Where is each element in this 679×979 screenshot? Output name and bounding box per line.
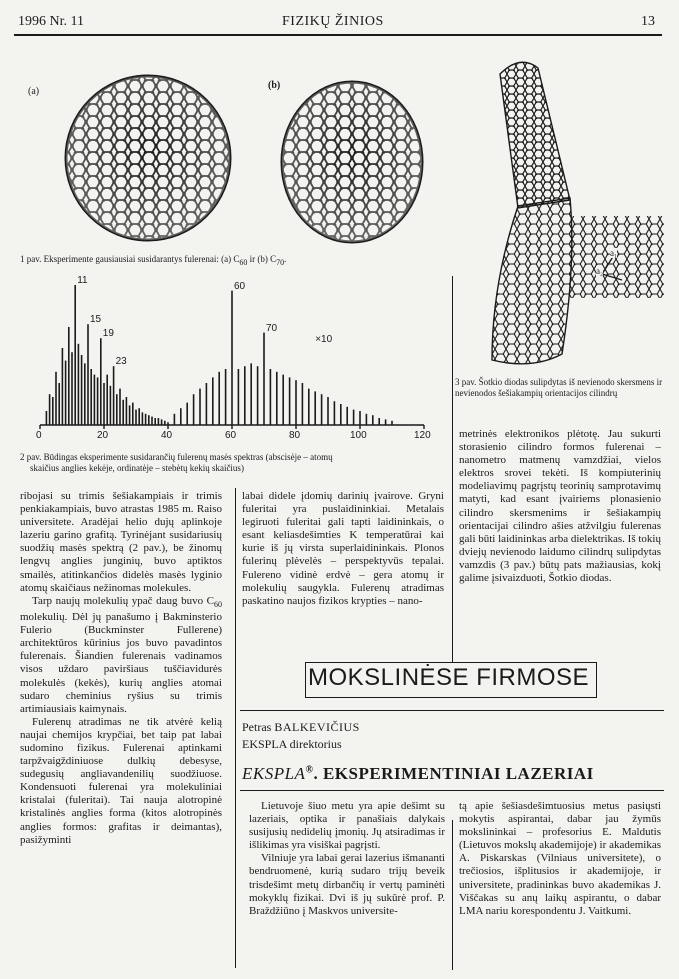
x-axis-tick-label: 60 <box>225 430 237 441</box>
peak-label: 11 <box>77 275 88 286</box>
figure2-mass-spectrum-chart <box>0 270 450 440</box>
article-author-role: EKSPLA direktorius <box>242 737 342 751</box>
header-issue: 1996 Nr. 11 <box>18 14 84 29</box>
article-author: Petras BALKEVIČIUS <box>242 720 360 734</box>
figure2-caption-line1: 2 pav. Būdingas eksperimente susidarančių fulerenų masės spektras (abscisėje – atomų <box>20 452 333 462</box>
peak-label: 70 <box>266 322 278 334</box>
figure2-caption <box>20 452 450 474</box>
lattice-vector-a1: a₁ <box>610 248 618 258</box>
figure3-nanotube-diode <box>462 54 667 370</box>
figure1-label-b: (b) <box>268 80 281 91</box>
article-column-left <box>249 800 445 918</box>
nanotube-upper-segment <box>500 62 570 208</box>
col3-paragraph-1: metrinės elektronikos plėtotę. Jau sukurti storasienio cilindro formos fulerenai – nanometro matmenų vamzdžiai, vielos elektros srovei tekėti. Iš kompiuterinių modeliavimų pagrįstų teorinių samprotavimų matyti, kad esant įvairiems plonasienio cilindro skersmenims ir šešiakampių orientacijai cilindro ašies atžvilgiu fulerenas gali būti laidininkas arba dielektrikas. Iš tokių dviejų nevienodo laidumo cilindrų sulipdytas vamzdis (3 pav.) būtų pats mažiausias, kokį galime įsivaizduoti, Šotkio diodas. <box>459 428 661 585</box>
col1-paragraph-3: Fulerenų atradimas ne tik atvėrė kelią naujai chemijos krypčiai, bet taip pat labai sudomino fizikus. Fulerenai aptinkami tarpžvaigždiniuose dulkių debesyse, sudegusių angliavandenilių suodžiuose. Kondensuoti fulerenai yra molekuliniai kristalai (fuleritai). Tai nauja alotropinė kristalinės anglies forma (kitos alotropinės anglies formos: grafitas ir deimantas), pasižyminti <box>20 715 222 846</box>
nanotube-lower-segment <box>492 198 572 364</box>
fullerene-c70-ball <box>282 82 422 242</box>
col1-paragraph-2: Tarp naujų molekulių ypač daug buvo $C_{60}$ molekulių. Dėl jų panašumo į Bakminsterio Fulerio (Buckminster Fullerene) architektūros kūrinius jos buvo pavadintos fulerenais. Šiandien fulerenais vadinamos visos uždaro paviršiaus tuščiavidurės molekulės (kekės), kurių anglies atomai sudaro cheminius ryšius su trimis artimiausiais kaimynais. <box>20 594 222 715</box>
headline-rule <box>240 790 664 791</box>
figure1-fullerene-illustrations <box>30 68 430 248</box>
column-1 <box>20 490 222 847</box>
article-headline: EKSPLA®. EKSPERIMENTINIAI LAZERIAI <box>242 764 594 783</box>
col2-paragraph-1: labai didele įdomių darinių įvairove. Gryni fuleritai yra puslaidininkiai. Metalais legiruoti fuleritai gali tapti laidininkais, o esant keliasdešimties K temperatūrai kai kurie iš jų virsta superlaidininkais. Plonos fulerinų plėvelės – perspektyvūs tepalai. Fulereno vidinė erdvė – gera atomų ir molekulių saugykla. Fulerenų atradimas paskatino naujos fizikos krypties – nano- <box>242 490 444 607</box>
x-axis-tick-label: 40 <box>161 430 173 441</box>
section-title: MOKSLINĖSE FIRMOSE <box>308 664 590 691</box>
header-page-number: 13 <box>641 14 655 29</box>
x-axis-tick-label: 20 <box>97 430 109 441</box>
x-axis-tick-label: 120 <box>414 430 431 441</box>
column-divider-2 <box>452 428 453 662</box>
figure1-caption: 1 pav. Eksperimente gausiausiai susidarantys fulerenai: (a) $C_{60}$ ir (b) $C_{70}$. <box>20 254 287 267</box>
article-paragraph-2: Vilniuje yra labai gerai lazerius išmananti bendruomenė, kurią sudaro trijų beveik trisdešimt metų dirbančių ir vertų paminėti mokyklų fizikai. Dvi iš jų sukūrė prof. P. Braždžiūno į Maskvos universite- <box>249 852 445 917</box>
peak-label: 15 <box>90 314 102 326</box>
figure2-caption-line2: skaičius anglies kekėje, ordinatėje – stebėtų kekių skaičius) <box>30 463 244 473</box>
peak-label: 23 <box>115 356 127 368</box>
article-paragraph-1: Lietuvoje šiuo metu yra apie dešimt su lazeriais, optika ir panašiais dalykais susijusių nedidelių įmonių. Jų atsiradimas ir išlikimas yra visiškai pagrįsti. <box>249 800 445 852</box>
column-divider-1 <box>235 488 236 968</box>
column-2 <box>242 490 444 608</box>
figure3-caption: 3 pav. Šotkio diodas sulipdytas iš nevienodo skersmens ir nevienodos šešiakampių orientacijos cilindrų <box>455 377 663 398</box>
x-axis-tick-label: 0 <box>36 430 42 441</box>
x-axis-tick-label: 80 <box>289 430 301 441</box>
column-divider-3 <box>452 820 453 970</box>
section-rule <box>240 710 664 711</box>
column-3 <box>459 428 661 585</box>
lattice-vector-a2: a₂ <box>596 266 604 276</box>
scale-annotation: ×10 <box>315 334 333 345</box>
peak-label: 60 <box>234 280 246 292</box>
peak-label: 19 <box>102 328 114 340</box>
col1-paragraph-1: ribojasi su trimis šešiakampiais ir trimis penkiakampiais, buvo atrastas 1985 m. Raiso universitete. Aradėjai helio dujų aplinkoje lazeriu garino grafitą. Tyrinėjant susidariusių suodžių masės spektrą (2 pav.), be žinomų lengvų anglies junginių, buvo aptiktos smailės, atitinkančios didelės masės lyginio atomų skaičiaus nežinomas molekules. <box>20 490 222 594</box>
x-axis-tick-label: 100 <box>350 430 367 441</box>
header-rule <box>14 34 662 36</box>
fullerene-c60-ball <box>66 76 230 240</box>
article-paragraph-3: tą apie šešiasdešimtuosius metus pasiųsti mokytis aspirantai, dabar jau žymūs mokslininkai – profesorius E. Maldutis (Lietuvos mokslų akademijoje) ir akademikas A. Piskarskas (Vilniaus universitete), o trečiosios, išplitusios ir akademijoje, ir universitete, pradininkas buvo akademikas J. Viščakas su anų laikų aspirantu, o dabar LMA nariu korespondentu J. Vaitkumi. <box>459 800 661 917</box>
figure3-divider <box>452 276 453 434</box>
header-journal-title: FIZIKŲ ŽINIOS <box>282 14 384 29</box>
figure1-label-a: (a) <box>28 86 40 97</box>
article-column-right <box>459 800 661 918</box>
